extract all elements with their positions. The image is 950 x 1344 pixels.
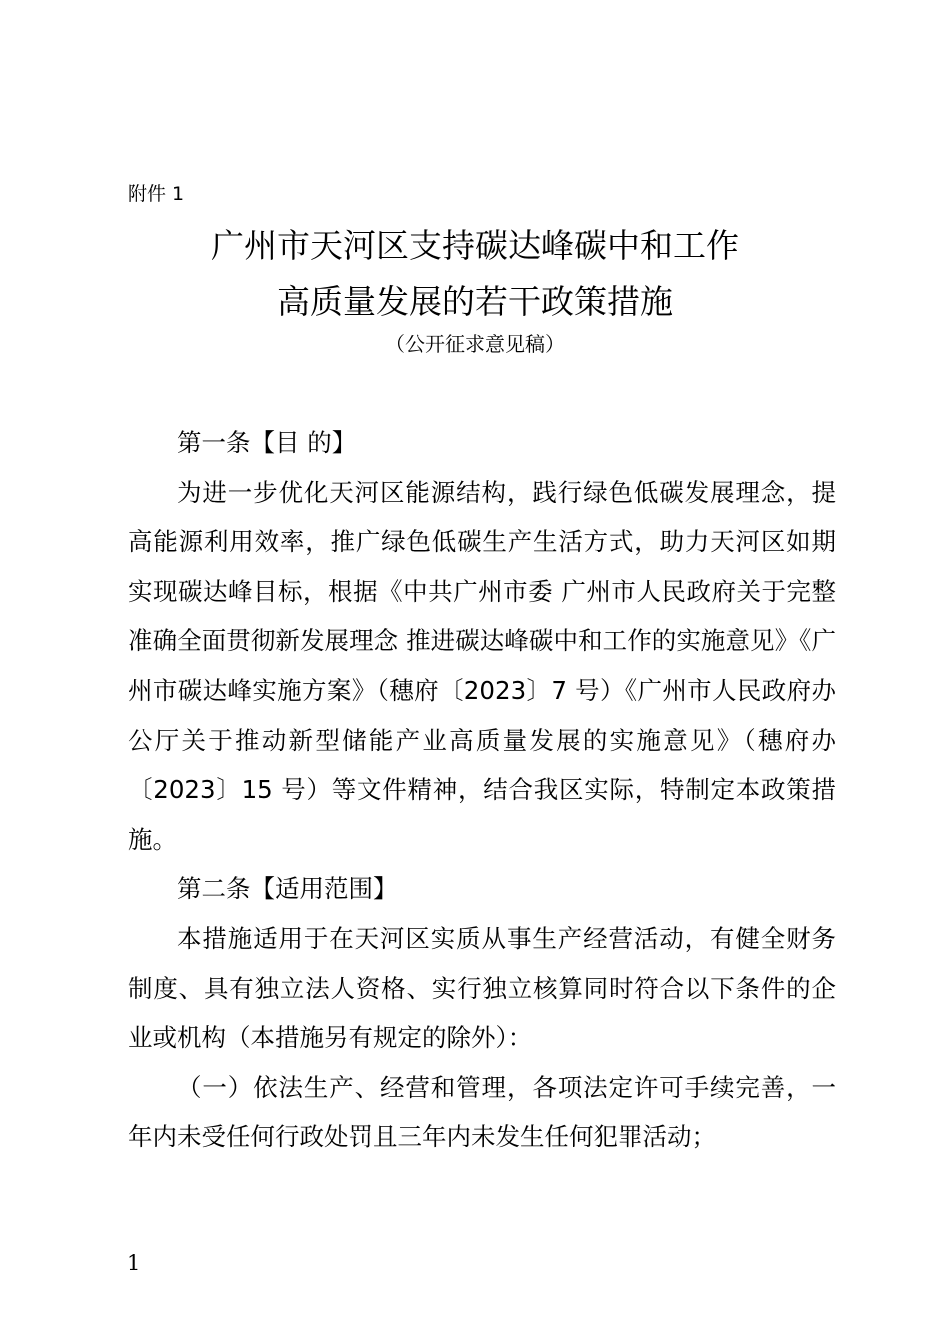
page-number: 1 [127,1251,141,1275]
attachment-label: 附件 1 [128,183,185,205]
article-2-heading: 第二条【适用范围】 [177,874,398,904]
document-body [128,418,836,1162]
article-2-paragraph: 本措施适用于在天河区实质从事生产经营活动，有健全财务制度、具有独立法人资格、实行独立核算同时符合以下条件的企业或机构（本措施另有规定的除外）： [128,923,836,1053]
article-1-heading: 第一条【目 的】 [177,428,357,457]
article-1-paragraph: 为进一步优化天河区能源结构，践行绿色低碳发展理念，提高能源利用效率，推广绿色低碳生产生活方式，助力天河区如期实现碳达峰目标，根据《中共广州市委 广州市人民政府关于完整准确全面贯彻新发展理念 推进碳达峰碳中和工作的实施意见》《广州市碳达峰实施方案》（穗府〔2023〕7 号）《广州市人民政府办公厅关于推动新型储能产业高质量发展的实施意见》（穗府办〔2023〕15 号）等文件精神，结合我区实际，特制定本政策措施。 [128,477,836,854]
article-2-condition-1: （一）依法生产、经营和管理，各项法定许可手续完善，一年内未受任何行政处罚且三年内未发生任何犯罪活动； [128,1072,836,1152]
document-title [0,218,950,330]
document-subtitle: （公开征求意见稿） [385,332,565,356]
title-line-2: 高质量发展的若干政策措施 [277,282,673,321]
title-line-1: 广州市天河区支持碳达峰碳中和工作 [211,226,739,265]
